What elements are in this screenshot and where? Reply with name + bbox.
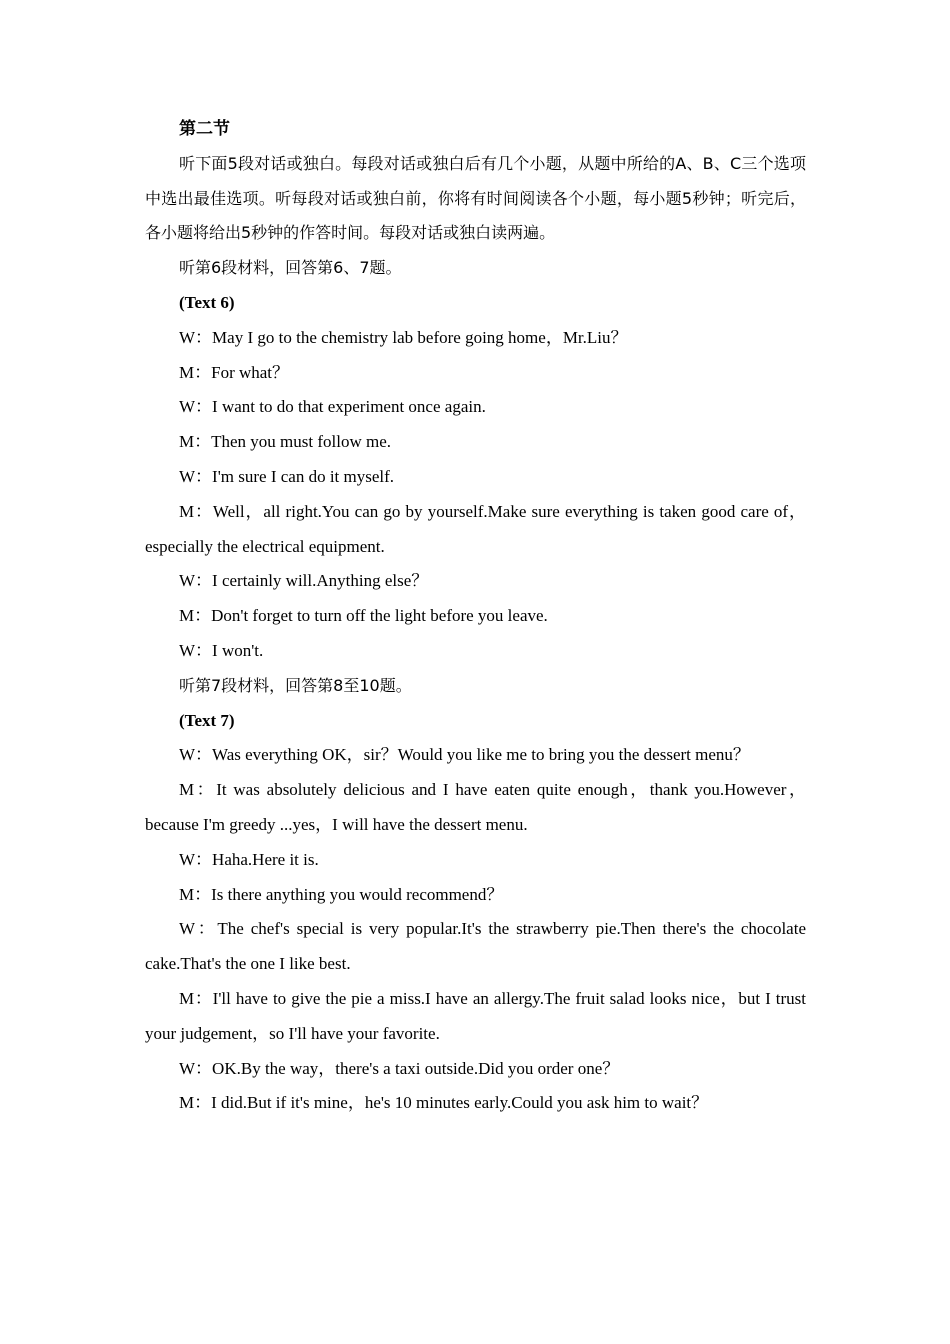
- text6-line-7: W：I certainly will.Anything else？: [179, 571, 429, 591]
- text6-label: (Text 6): [179, 292, 235, 312]
- text6-line-3: W：I want to do that experiment once again.: [179, 397, 486, 417]
- text7-line-4: M：Is there anything you would recommend？: [179, 884, 504, 904]
- text6-line-1: W：May I go to the chemistry lab before going home，Mr.Liu？: [179, 327, 628, 347]
- text6-line-4: M：Then you must follow me.: [179, 432, 392, 452]
- text7-line-6: M：I'll have to give the pie a miss.I have an allergy.The fruit salad looks nice，but I trust your judgement，so I'll have your favorite.: [145, 988, 806, 1043]
- text7-line-2: M：It was absolutely delicious and I have eaten quite enough，thank you.However，because I'm greedy ...yes，I will have the dessert menu.: [145, 780, 806, 834]
- text6-line-6: M：Well，all right.You can go by yourself.Make sure everything is taken good care of，especially the electrical equipment.: [145, 501, 806, 556]
- text7-line-1: W：Was everything OK，sir？Would you like me to bring you the dessert menu？: [179, 745, 750, 765]
- text6-line-5: W：I'm sure I can do it myself.: [179, 466, 395, 486]
- text6-line-2: M：For what？: [179, 362, 290, 382]
- document-page: [145, 112, 806, 1121]
- text7-label: (Text 7): [179, 710, 235, 730]
- instructions-paragraph: 听下面5段对话或独白。每段对话或独白后有几个小题，从题中所给的A、B、C三个选项中选出最佳选项。听每段对话或独白前，你将有时间阅读各个小题，每小题5秒钟；听完后，各小题将给出5秒钟的作答时间。每段对话或独白读两遍。: [145, 153, 806, 243]
- section-title: 第二节: [179, 119, 230, 139]
- text7-line-7: W：OK.By the way，there's a taxi outside.Did you order one？: [179, 1058, 620, 1078]
- text7-line-3: W：Haha.Here it is.: [179, 849, 319, 869]
- text7-intro: 听第7段材料，回答第8至10题。: [179, 675, 412, 695]
- text6-line-9: W：I won't.: [179, 640, 264, 660]
- text7-line-8: M：I did.But if it's mine，he's 10 minutes early.Could you ask him to wait？: [179, 1093, 709, 1113]
- text7-line-5: W：The chef's special is very popular.It's the strawberry pie.Then there's the chocolate cake.That's the one I like best.: [145, 919, 806, 974]
- text6-line-8: M：Don't forget to turn off the light before you leave.: [179, 606, 548, 626]
- text6-intro: 听第6段材料，回答第6、7题。: [179, 258, 402, 278]
